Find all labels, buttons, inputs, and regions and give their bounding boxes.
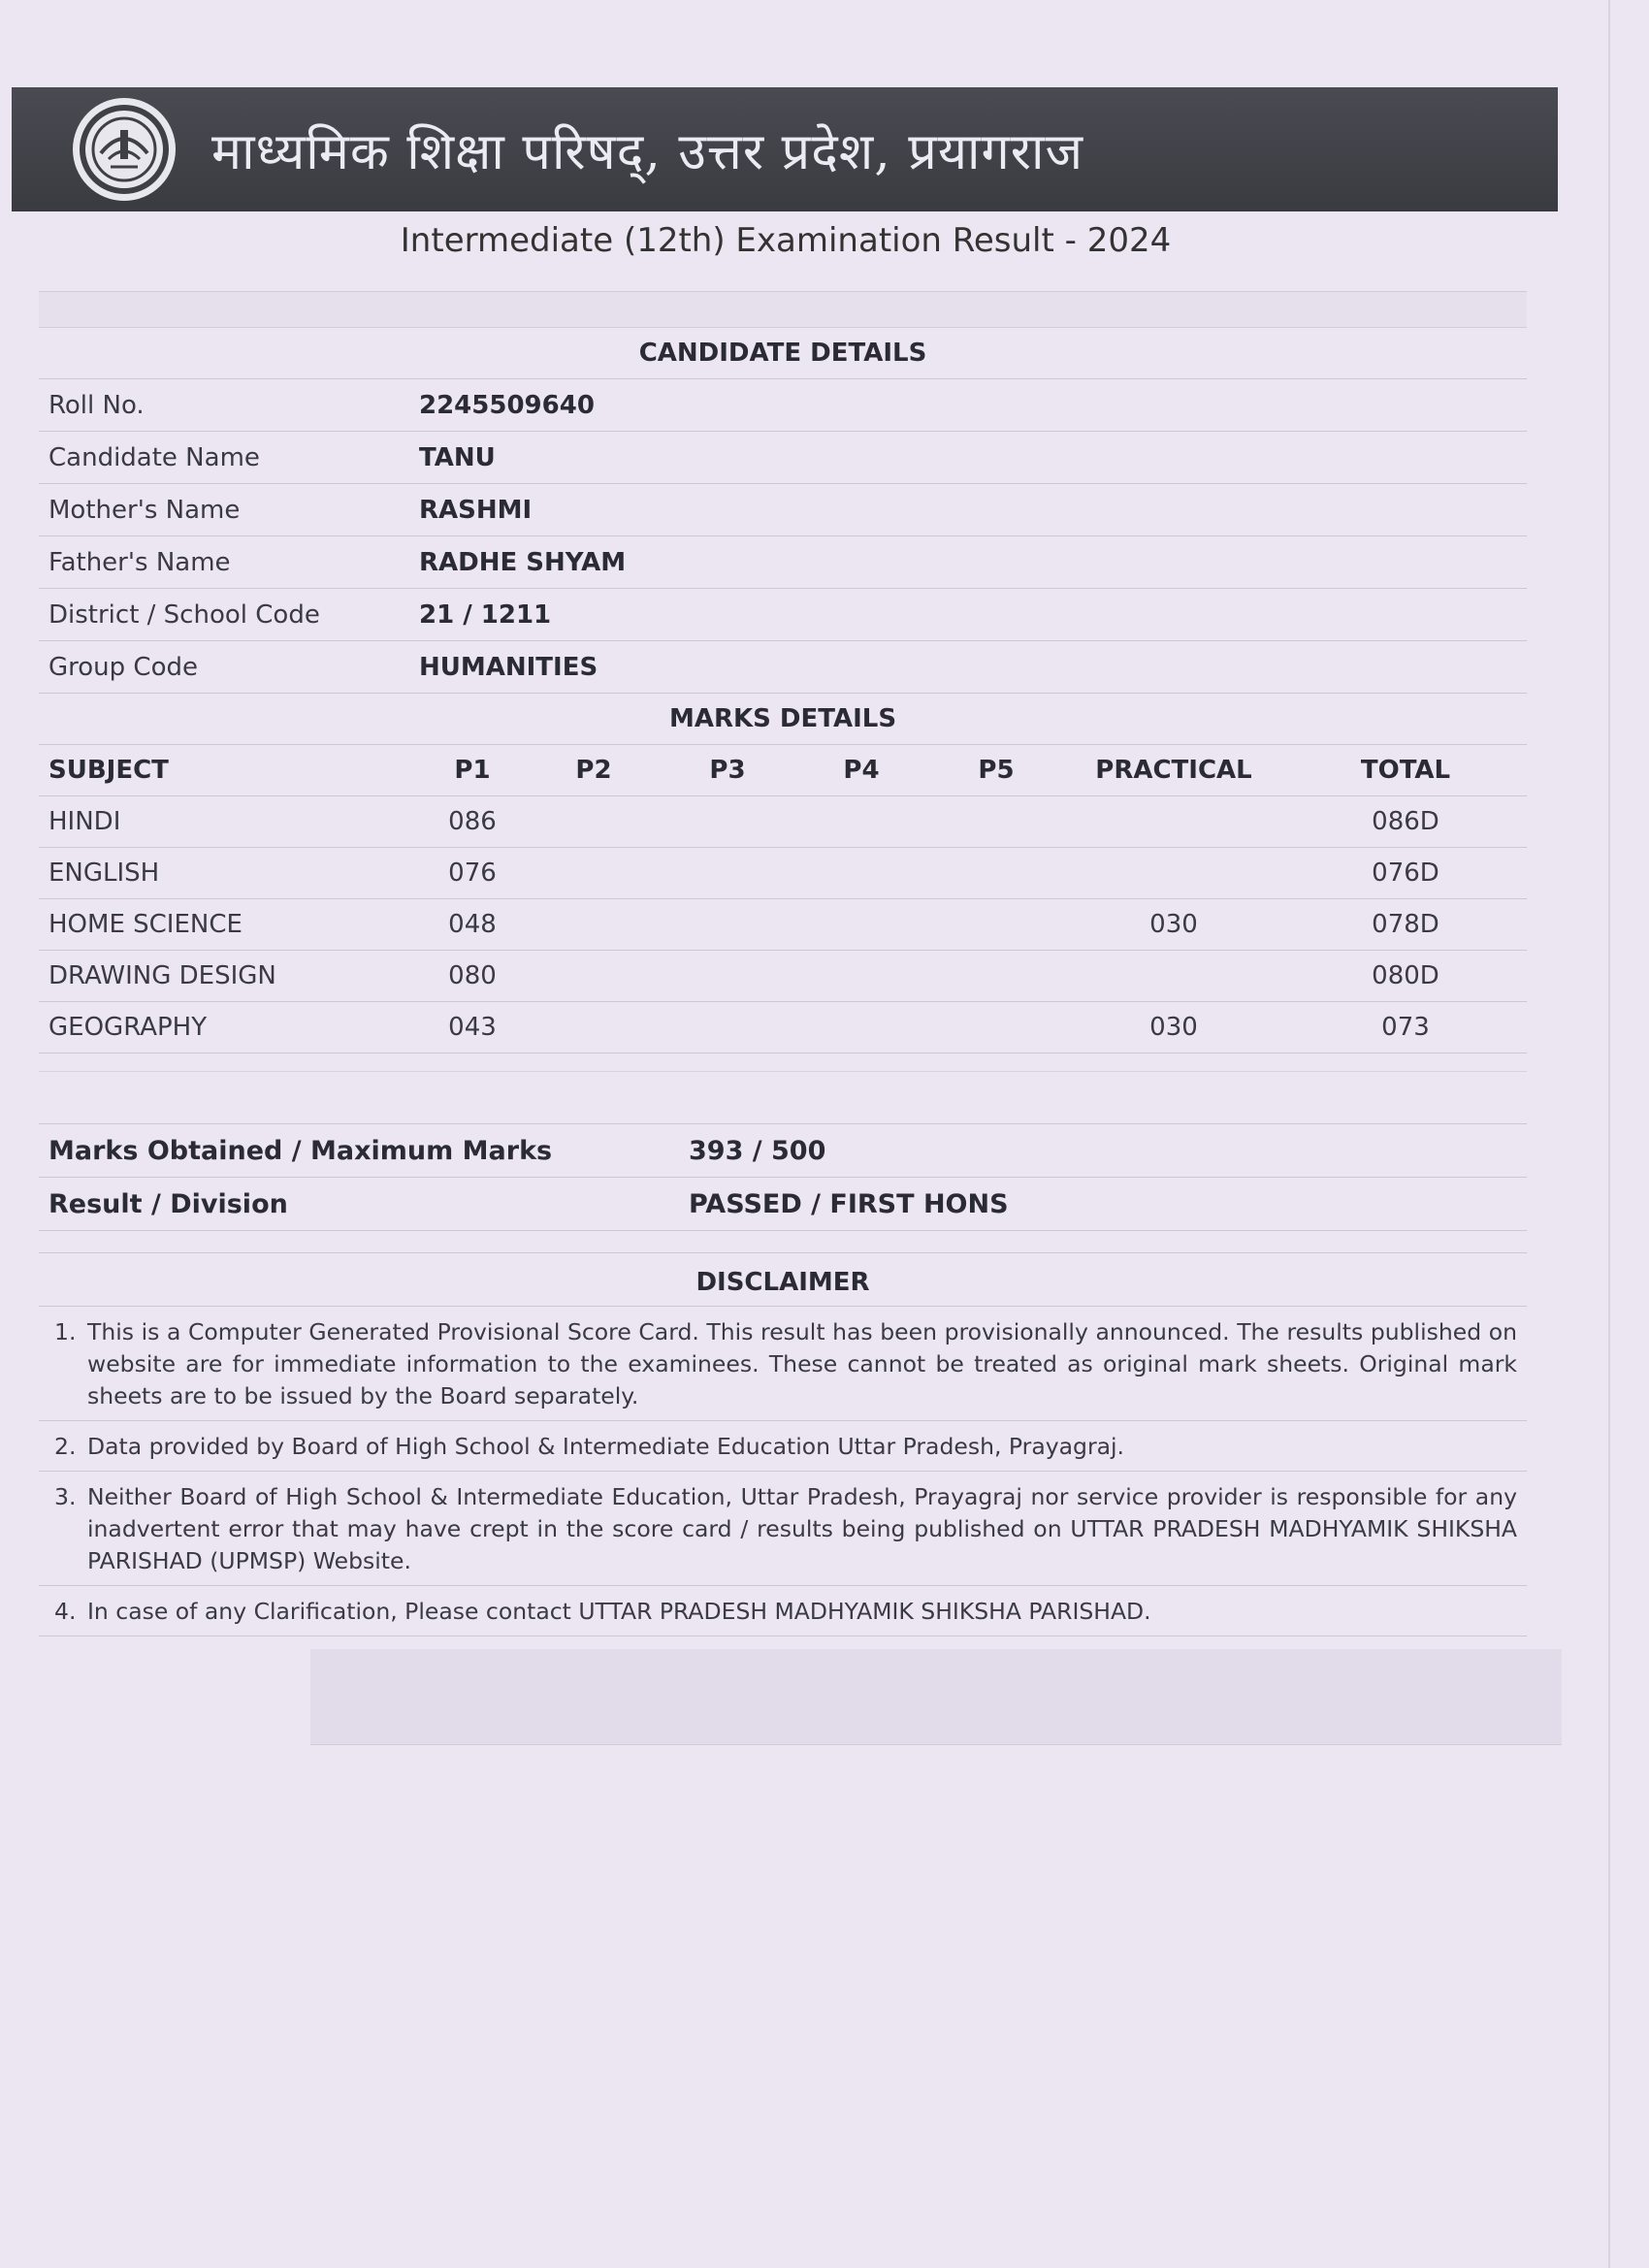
result-division-row: [39, 1178, 1527, 1231]
disclaimer-number: 1.: [54, 1318, 77, 1345]
p1-cell: 076: [419, 848, 526, 899]
disclaimer-list: [39, 1307, 1527, 1636]
divider: [39, 1053, 1527, 1124]
detail-value: HUMANITIES: [419, 652, 598, 682]
table-row: [39, 1002, 1527, 1053]
p4-cell: [793, 796, 929, 848]
detail-label: Group Code: [48, 652, 198, 682]
divider: [39, 1231, 1527, 1253]
disclaimer-item: [39, 1307, 1527, 1421]
p2-cell: [526, 899, 662, 951]
total-cell: 078D: [1284, 899, 1527, 951]
detail-row-school-code: [39, 589, 1527, 641]
footer-band: [310, 1649, 1562, 1745]
p1-cell: 086: [419, 796, 526, 848]
p5-cell: [929, 848, 1063, 899]
subject-cell: DRAWING DESIGN: [39, 951, 419, 1002]
subject-cell: HINDI: [39, 796, 419, 848]
detail-row-candidate-name: [39, 432, 1527, 484]
table-row: [39, 899, 1527, 951]
disclaimer-item: [39, 1472, 1527, 1586]
disclaimer-text: In case of any Clarification, Please contact UTTAR PRADESH MADHYAMIK SHIKSHA PARISHAD.: [87, 1598, 1151, 1625]
p3-cell: [662, 1002, 793, 1053]
column-header: P5: [929, 745, 1063, 796]
p5-cell: [929, 951, 1063, 1002]
marks-details-title: MARKS DETAILS: [39, 694, 1527, 745]
detail-row-group-code: [39, 641, 1527, 694]
p3-cell: [662, 899, 793, 951]
detail-row-mothers-name: [39, 484, 1527, 536]
p4-cell: [793, 848, 929, 899]
p1-cell: 080: [419, 951, 526, 1002]
detail-label: Roll No.: [48, 390, 145, 420]
detail-label: Father's Name: [48, 547, 231, 577]
detail-value: TANU: [419, 442, 496, 472]
result-content: [39, 291, 1527, 1636]
detail-value: RASHMI: [419, 495, 533, 525]
p1-cell: 043: [419, 1002, 526, 1053]
detail-row-roll-no: [39, 379, 1527, 432]
marks-header-row: [39, 745, 1527, 796]
table-row: [39, 951, 1527, 1002]
p2-cell: [526, 951, 662, 1002]
detail-value: 21 / 1211: [419, 599, 552, 630]
p3-cell: [662, 951, 793, 1002]
exam-title: Intermediate (12th) Examination Result - 2024: [400, 221, 1172, 260]
practical-cell: [1063, 951, 1284, 1002]
p3-cell: [662, 848, 793, 899]
result-division-label: Result / Division: [48, 1188, 288, 1219]
header-band: [12, 87, 1558, 211]
disclaimer-item: [39, 1421, 1527, 1472]
p5-cell: [929, 899, 1063, 951]
column-header: P1: [419, 745, 526, 796]
p5-cell: [929, 1002, 1063, 1053]
detail-label: District / School Code: [48, 599, 320, 630]
practical-cell: [1063, 796, 1284, 848]
detail-label: Candidate Name: [48, 442, 260, 472]
p5-cell: [929, 796, 1063, 848]
column-header: PRACTICAL: [1063, 745, 1284, 796]
marks-table: [39, 745, 1527, 1053]
detail-value: 2245509640: [419, 390, 595, 420]
candidate-details-title: CANDIDATE DETAILS: [39, 328, 1527, 379]
total-cell: 086D: [1284, 796, 1527, 848]
subject-cell: GEOGRAPHY: [39, 1002, 419, 1053]
disclaimer-text: Neither Board of High School & Intermediate Education, Uttar Pradesh, Prayagraj nor service provider is responsible for any inadvertent error that may have crept in the score card / results being published on UTTAR PRADESH MADHYAMIK SHIKSHA PARISHAD (UPMSP) Website.: [87, 1483, 1517, 1574]
disclaimer-title: DISCLAIMER: [39, 1253, 1527, 1307]
disclaimer-number: 4.: [54, 1598, 77, 1625]
column-header: TOTAL: [1284, 745, 1527, 796]
p2-cell: [526, 796, 662, 848]
p2-cell: [526, 848, 662, 899]
p2-cell: [526, 1002, 662, 1053]
total-cell: 080D: [1284, 951, 1527, 1002]
disclaimer-item: [39, 1586, 1527, 1636]
subject-cell: HOME SCIENCE: [39, 899, 419, 951]
practical-cell: [1063, 848, 1284, 899]
p4-cell: [793, 951, 929, 1002]
total-cell: 076D: [1284, 848, 1527, 899]
practical-cell: 030: [1063, 899, 1284, 951]
disclaimer-number: 3.: [54, 1483, 77, 1510]
table-row: [39, 796, 1527, 848]
up-government-seal-icon: [70, 95, 178, 204]
total-cell: 073: [1284, 1002, 1527, 1053]
table-row: [39, 848, 1527, 899]
column-header: P4: [793, 745, 929, 796]
practical-cell: 030: [1063, 1002, 1284, 1053]
p3-cell: [662, 796, 793, 848]
column-header: SUBJECT: [39, 745, 419, 796]
disclaimer-text: This is a Computer Generated Provisional Score Card. This result has been provisionally announced. The results published on website are for immediate information to the examinees. These cannot be treated as original mark sheets. Original mark sheets are to be issued by the Board separately.: [87, 1318, 1517, 1409]
disclaimer-text: Data provided by Board of High School & Intermediate Education Uttar Pradesh, Prayagraj.: [87, 1433, 1125, 1460]
p1-cell: 048: [419, 899, 526, 951]
marks-obtained-label: Marks Obtained / Maximum Marks: [48, 1135, 553, 1166]
column-header: P3: [662, 745, 793, 796]
subject-cell: ENGLISH: [39, 848, 419, 899]
marks-obtained-value: 393 / 500: [689, 1135, 826, 1166]
p4-cell: [793, 899, 929, 951]
result-division-value: PASSED / FIRST HONS: [689, 1188, 1009, 1219]
disclaimer-number: 2.: [54, 1433, 77, 1460]
marks-obtained-row: [39, 1124, 1527, 1178]
detail-label: Mother's Name: [48, 495, 241, 525]
divider: [39, 291, 1527, 328]
p4-cell: [793, 1002, 929, 1053]
board-name: माध्यमिक शिक्षा परिषद्, उत्तर प्रदेश, प्रयागराज: [211, 122, 1084, 181]
detail-value: RADHE SHYAM: [419, 547, 627, 577]
detail-row-fathers-name: [39, 536, 1527, 589]
column-header: P2: [526, 745, 662, 796]
